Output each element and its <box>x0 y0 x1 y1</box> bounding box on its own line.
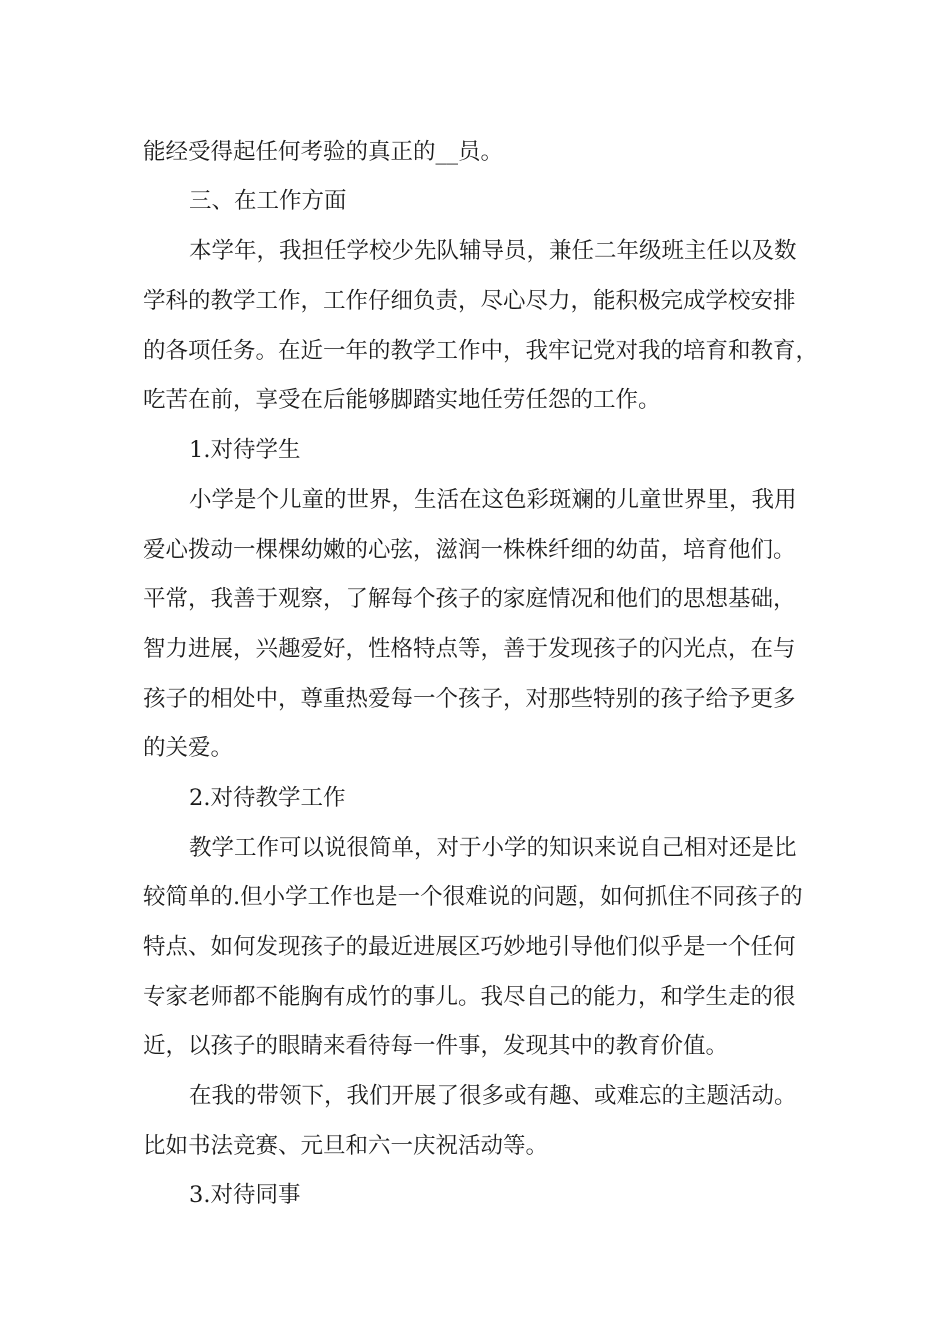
body-text-line: 的关爱。 <box>143 735 234 761</box>
body-text-line: 比如书法竞赛、元旦和六一庆祝活动等。 <box>143 1133 549 1159</box>
body-text-line: 能经受得起任何考验的真正的__员。 <box>143 139 504 165</box>
body-text-line: 爱心拨动一棵棵幼嫩的心弦，滋润一株株纤细的幼苗，培育他们。 <box>143 537 796 563</box>
subsection-heading: 1.对待学生 <box>189 437 301 463</box>
body-text-line: 吃苦在前，享受在后能够脚踏实地任劳任怨的工作。 <box>143 387 661 413</box>
body-text-line: 较简单的.但小学工作也是一个很难说的问题，如何抓住不同孩子的 <box>143 884 803 910</box>
subsection-heading: 2.对待教学工作 <box>189 785 346 811</box>
body-text-line: 近，以孩子的眼睛来看待每一件事，发现其中的教育价值。 <box>143 1033 729 1059</box>
body-text-line: 的各项任务。在近一年的教学工作中，我牢记党对我的培育和教育， <box>143 338 819 364</box>
body-text-line: 平常，我善于观察，了解每个孩子的家庭情况和他们的思想基础， <box>143 586 796 612</box>
subsection-heading: 3.对待同事 <box>189 1182 301 1208</box>
body-text-line: 本学年，我担任学校少先队辅导员，兼任二年级班主任以及数 <box>189 238 797 264</box>
body-text-line: 学科的教学工作，工作仔细负责，尽心尽力，能积极完成学校安排 <box>143 288 796 314</box>
section-heading: 三、在工作方面 <box>189 188 347 214</box>
body-text-line: 特点、如何发现孩子的最近进展区巧妙地引导他们似乎是一个任何 <box>143 934 796 960</box>
body-text-line: 智力进展，兴趣爱好，性格特点等，善于发现孩子的闪光点，在与 <box>143 636 796 662</box>
body-text-line: 孩子的相处中，尊重热爱每一个孩子，对那些特别的孩子给予更多 <box>143 686 796 712</box>
body-text-line: 专家老师都不能胸有成竹的事儿。我尽自己的能力，和学生走的很 <box>143 984 796 1010</box>
body-text-line: 教学工作可以说很简单，对于小学的知识来说自己相对还是比 <box>189 835 797 861</box>
body-text-line: 小学是个儿童的世界，生活在这色彩斑斓的儿童世界里，我用 <box>189 487 797 513</box>
body-text-line: 在我的带领下，我们开展了很多或有趣、或难忘的主题活动。 <box>189 1083 797 1109</box>
